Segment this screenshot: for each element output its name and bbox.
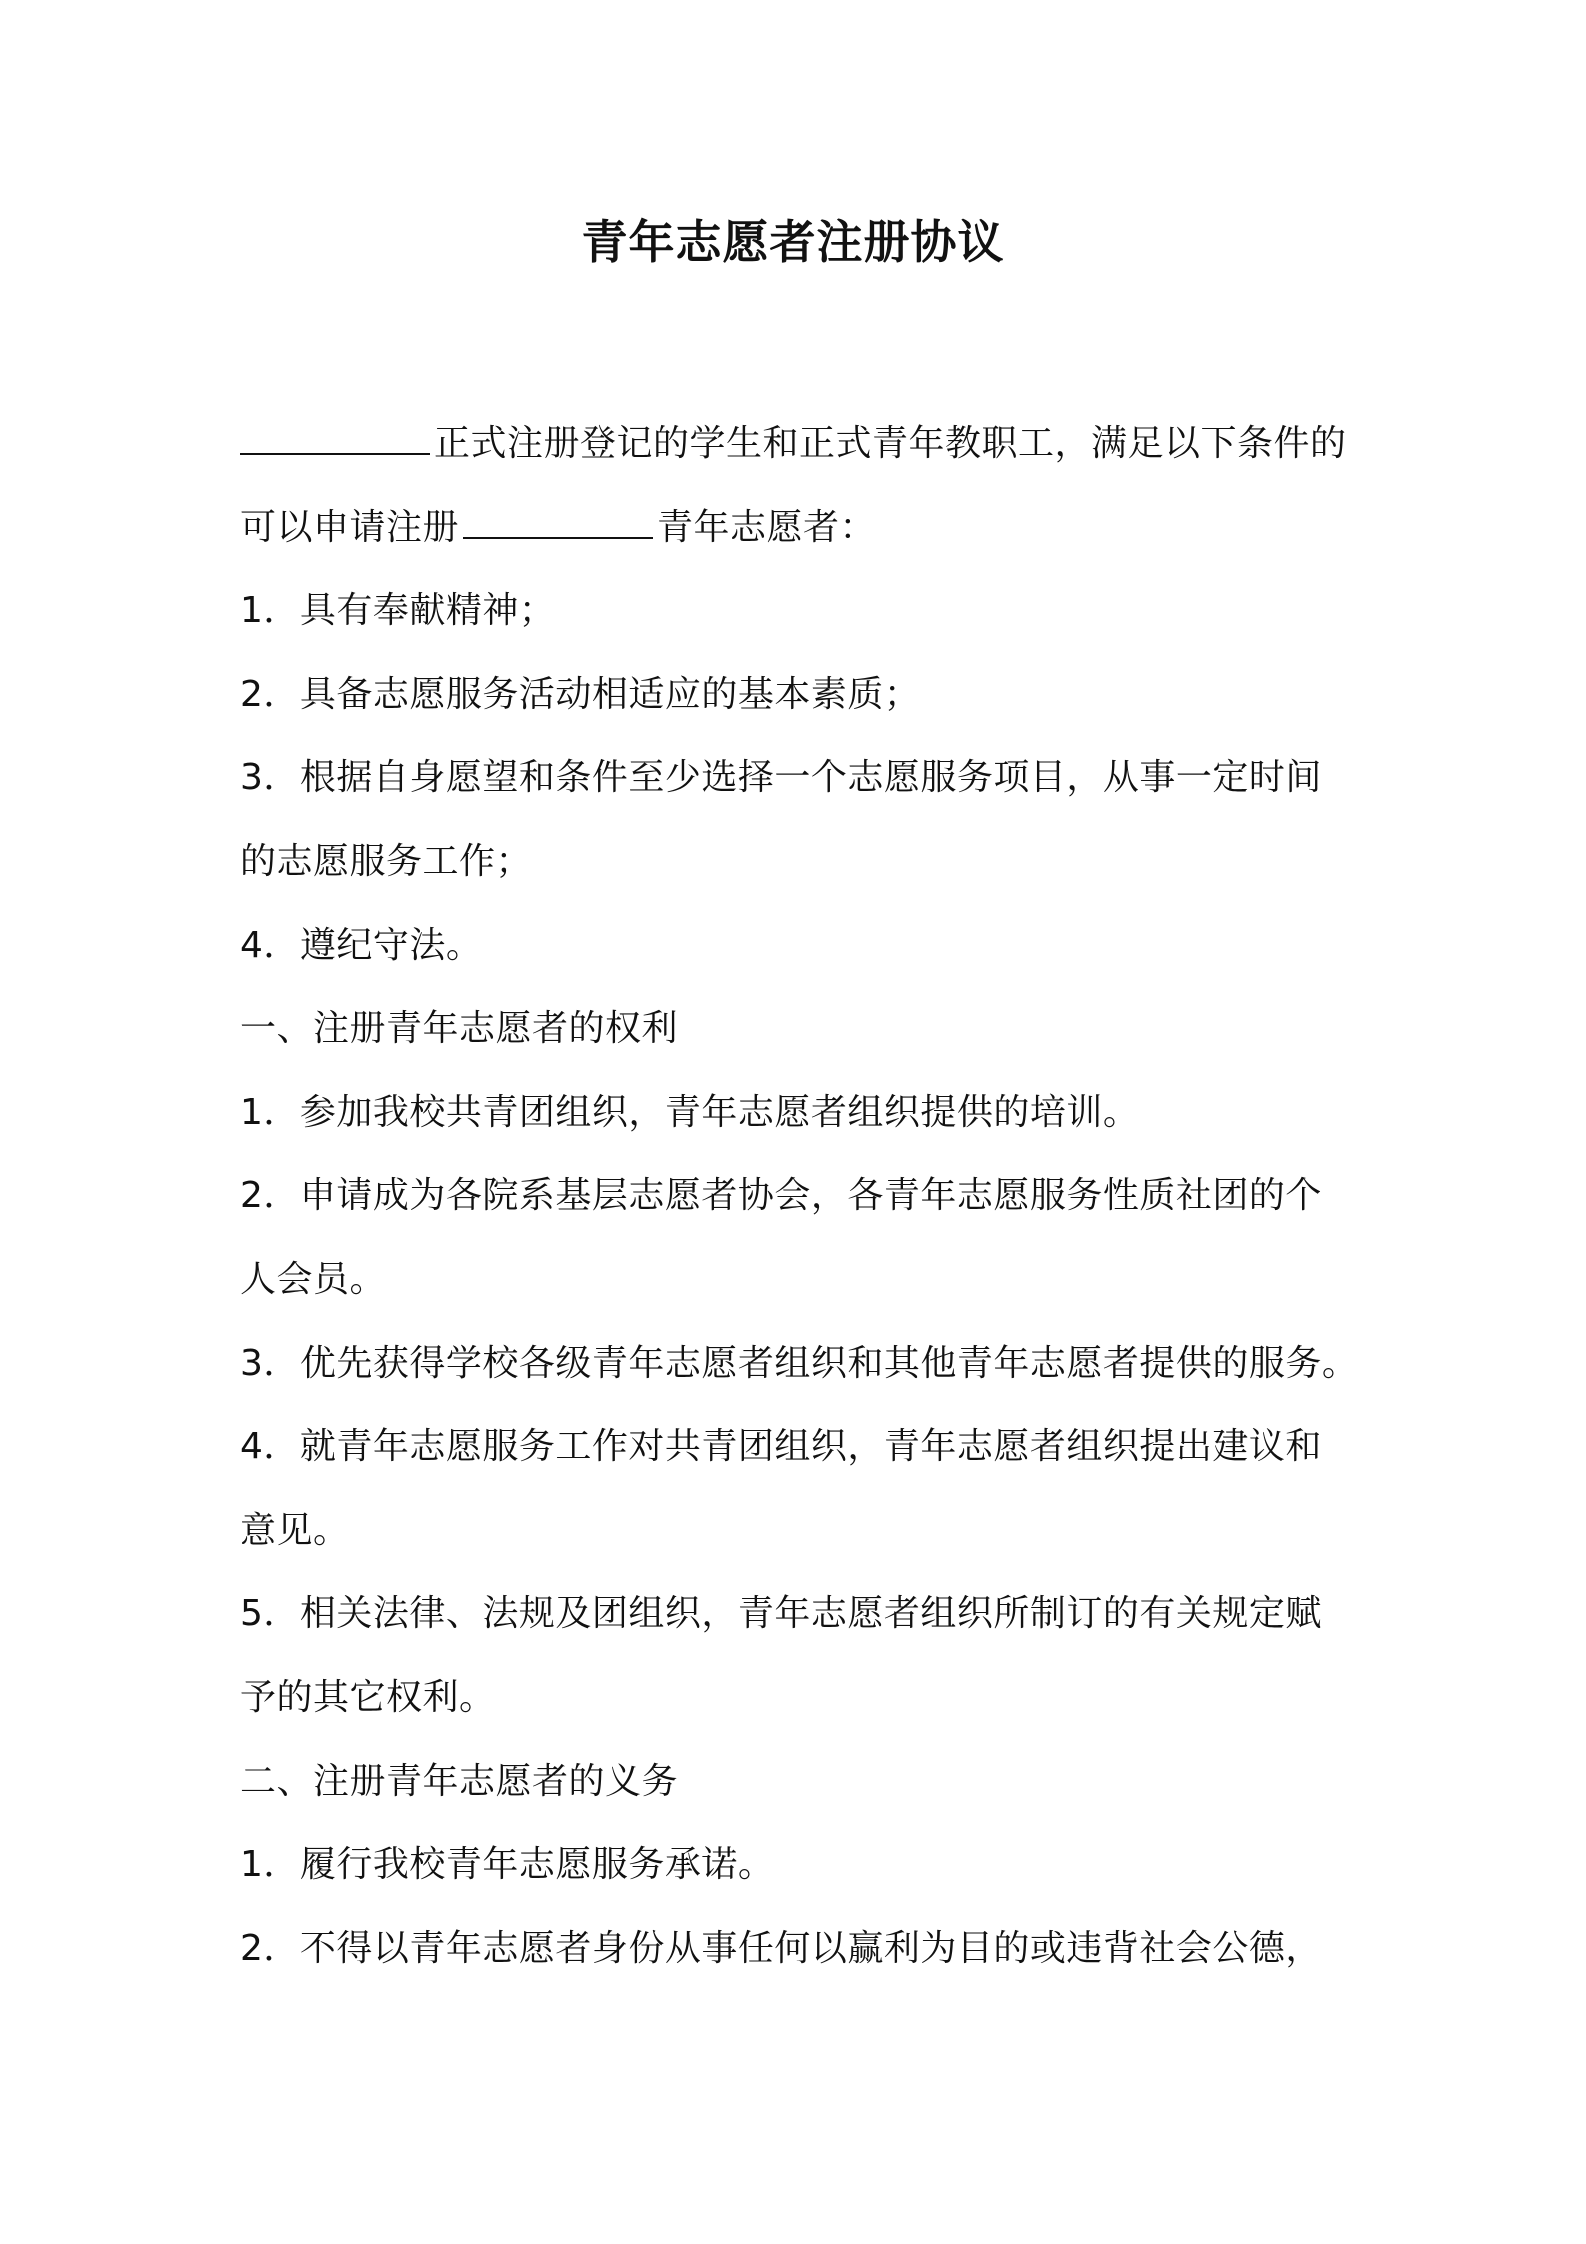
rights-heading: 一、注册青年志愿者的权利 (240, 1008, 679, 1050)
condition-item: 3．根据自身愿望和条件至少选择一个志愿服务项目，从事一定时间 (240, 757, 1322, 799)
fill-in-blank (463, 507, 653, 539)
intro-prefix: 可以申请注册 (240, 506, 460, 548)
condition-item: 2．具备志愿服务活动相适应的基本素质； (240, 673, 921, 715)
condition-item: 1．具有奉献精神； (240, 590, 556, 632)
intro-text-1: 正式注册登记的学生和正式青年教职工，满足以下条件的 (434, 423, 1347, 464)
rights-item: 人会员。 (240, 1258, 387, 1300)
rights-item: 予的其它权利。 (240, 1676, 496, 1718)
rights-item: 意见。 (240, 1509, 350, 1551)
duties-item: 1．履行我校青年志愿服务承诺。 (240, 1844, 775, 1886)
intro-suffix: 青年志愿者： (657, 506, 877, 548)
intro-line-2 (240, 486, 1370, 570)
condition-item: 4．遵纪守法。 (240, 924, 483, 966)
intro-line-1 (240, 402, 1370, 486)
condition-item: 的志愿服务工作； (240, 840, 533, 882)
duties-heading: 二、注册青年志愿者的义务 (240, 1760, 679, 1802)
fill-in-blank (240, 423, 430, 455)
rights-item: 5．相关法律、法规及团组织，青年志愿者组织所制订的有关规定赋 (240, 1593, 1322, 1635)
rights-item: 4．就青年志愿服务工作对共青团组织，青年志愿者组织提出建议和 (240, 1426, 1322, 1468)
duties-item: 2．不得以青年志愿者身份从事任何以赢利为目的或违背社会公德， (240, 1927, 1322, 1969)
rights-item: 1．参加我校共青团组织，青年志愿者组织提供的培训。 (240, 1091, 1140, 1133)
document-title: 青年志愿者注册协议 (581, 215, 1005, 269)
rights-item: 2．申请成为各院系基层志愿者协会，各青年志愿服务性质社团的个 (240, 1175, 1322, 1217)
document-body (240, 402, 1370, 1990)
rights-item: 3．优先获得学校各级青年志愿者组织和其他青年志愿者提供的服务。 (240, 1342, 1359, 1384)
